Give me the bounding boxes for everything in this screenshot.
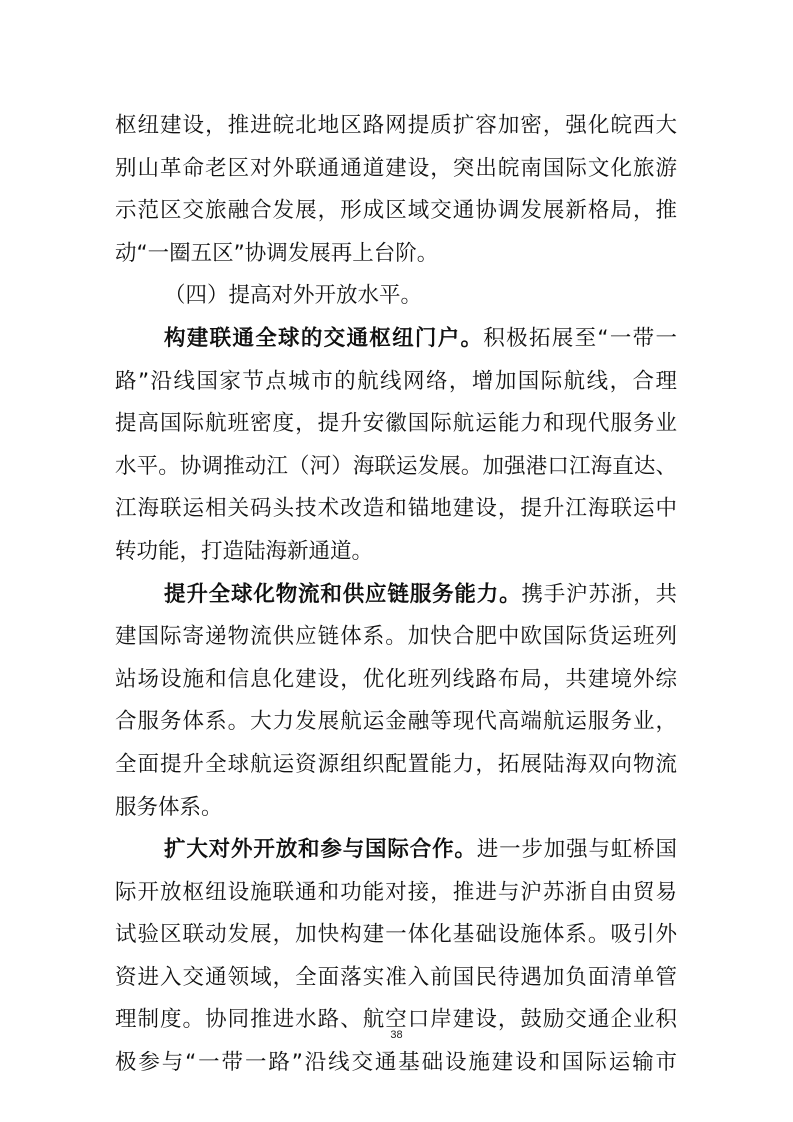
- page-number: 38: [390, 1029, 403, 1041]
- text-line: 示范区交旅融合发展，形成区域交通协调发展新格局，推: [115, 198, 677, 224]
- text-line: 服务体系。: [115, 794, 223, 820]
- paragraph-lead: 构建联通全球的交通枢纽门户。: [164, 325, 484, 351]
- text-line: 水平。协调推动江（河）海联运发展。加强港口江海直达、: [115, 453, 677, 479]
- section-heading: （四）提高对外开放水平。: [164, 283, 423, 309]
- paragraph-lead-rest: 积极拓展至“一带一: [483, 325, 677, 351]
- text-line: 动“一圈五区”协调发展再上台阶。: [115, 240, 439, 266]
- paragraph-lead-rest: 携手沪苏浙，共: [521, 581, 677, 607]
- paragraph-4: [115, 829, 677, 1085]
- paragraph-3: [115, 574, 677, 830]
- text-line: 路”沿线国家节点城市的航线网络，增加国际航线，合理: [115, 368, 677, 394]
- text-line: 极参与“一带一路”沿线交通基础设施建设和国际运输市: [115, 1050, 677, 1076]
- text-line: 合服务体系。大力发展航运金融等现代高端航运服务业，: [115, 709, 677, 735]
- text-line: [115, 829, 677, 872]
- text-line: 别山革命老区对外联通通道建设，突出皖南国际文化旅游: [115, 155, 677, 181]
- text-line: 提高国际航班密度，提升安徽国际航运能力和现代服务业: [115, 411, 677, 437]
- paragraph-2: [115, 318, 677, 574]
- paragraph-1: [115, 105, 677, 275]
- paragraph-lead-rest: 进一步加强与虹桥国: [476, 837, 677, 863]
- text-line: [115, 574, 677, 617]
- paragraph-lead: 扩大对外开放和参与国际合作。: [164, 837, 477, 863]
- text-line: 江海联运相关码头技术改造和锚地建设，提升江海联运中: [115, 496, 677, 522]
- text-line: 枢纽建设，推进皖北地区路网提质扩容加密，强化皖西大: [115, 113, 677, 138]
- text-line: 站场设施和信息化建设，优化班列线路布局，共建境外综: [115, 666, 677, 692]
- text-line: 资进入交通领域，全面落实准入前国民待遇加负面清单管: [115, 964, 677, 990]
- text-line: [115, 318, 677, 361]
- text-line: 全面提升全球航运资源组织配置能力，拓展陆海双向物流: [115, 751, 677, 777]
- text-line: 转功能，打造陆海新通道。: [115, 538, 374, 564]
- text-line: 建国际寄递物流供应链体系。加快合肥中欧国际货运班列: [115, 624, 677, 650]
- text-line: 试验区联动发展，加快构建一体化基础设施体系。吸引外: [115, 922, 677, 948]
- paragraph-lead: 提升全球化物流和供应链服务能力。: [164, 581, 522, 607]
- text-line: 理制度。协同推进水路、航空口岸建设，鼓励交通企业积: [115, 1007, 677, 1033]
- text-line: 际开放枢纽设施联通和功能对接，推进与沪苏浙自由贸易: [115, 879, 677, 905]
- page-body: [115, 105, 677, 1085]
